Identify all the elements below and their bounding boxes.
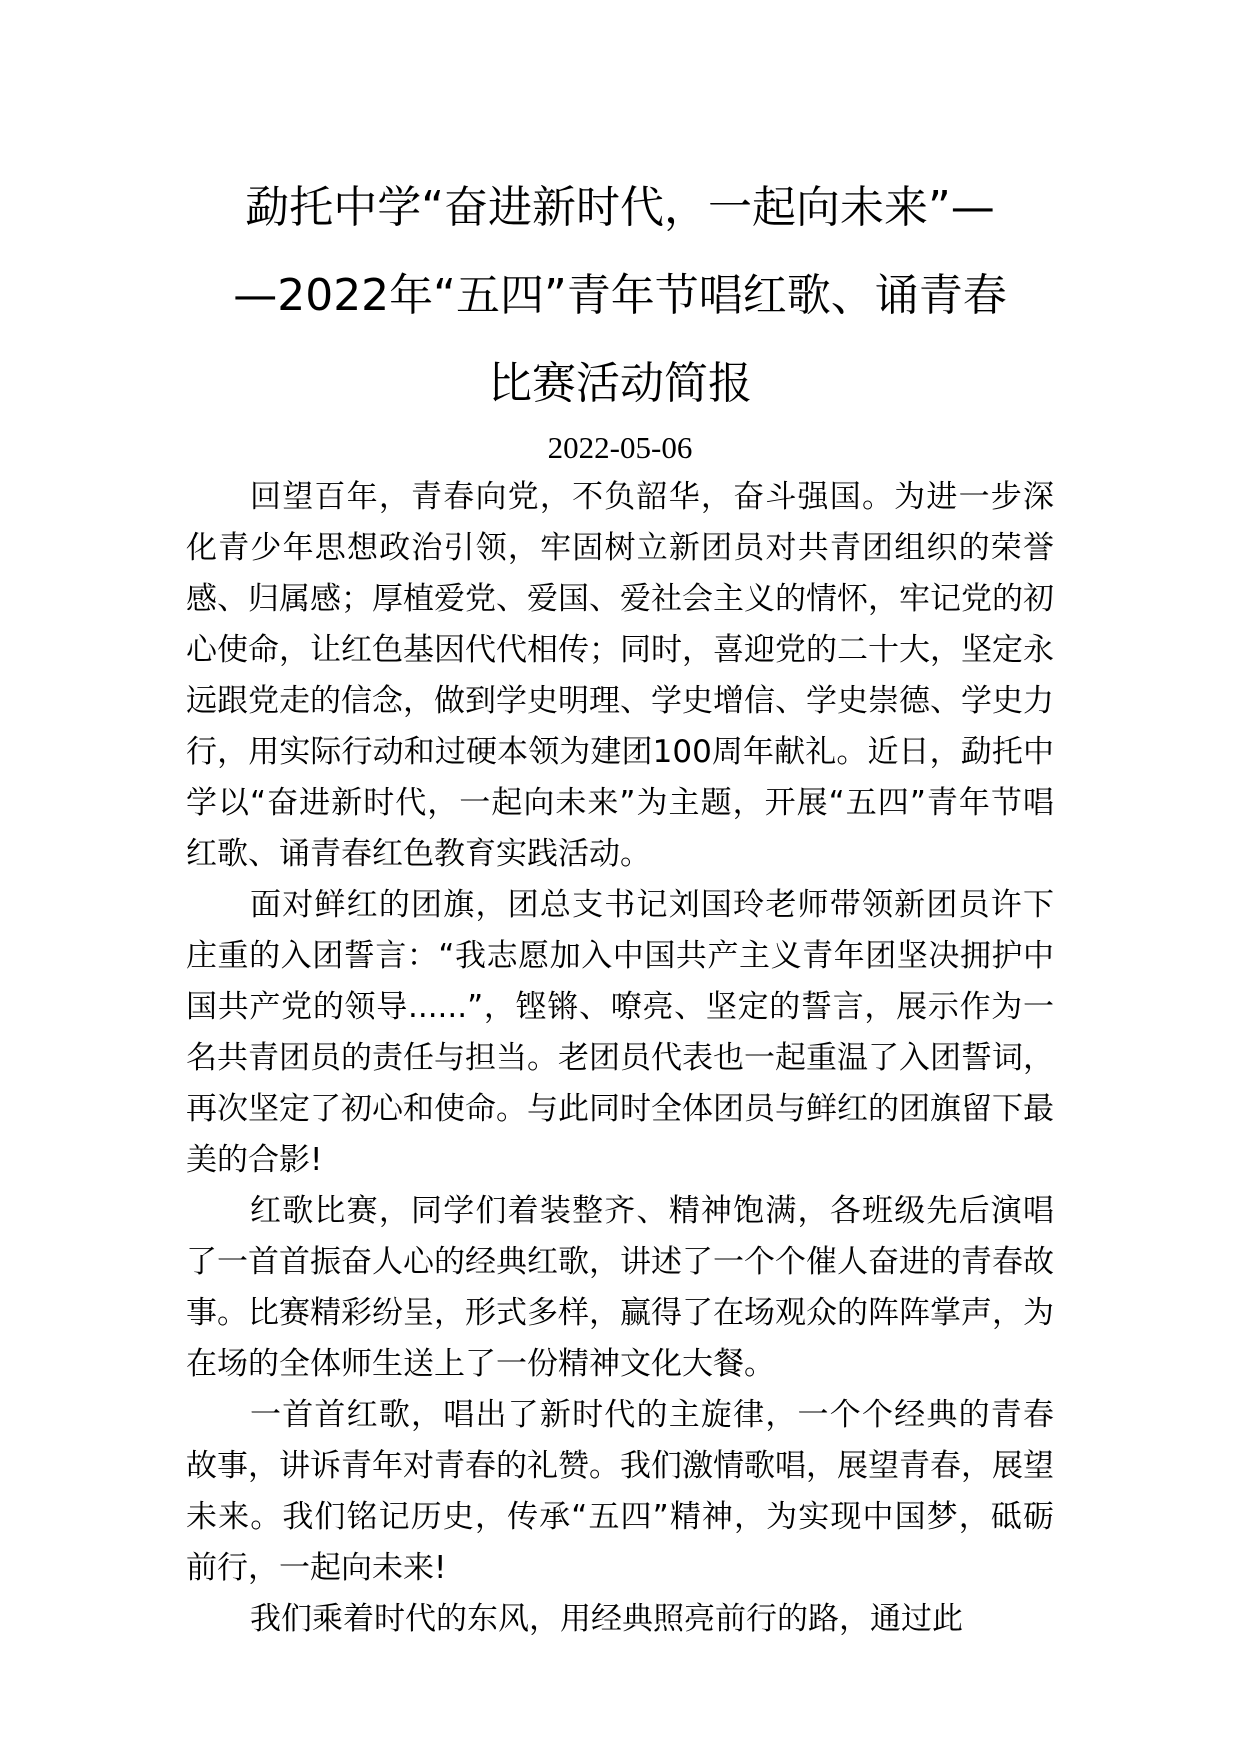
paragraph-4: 一首首红歌，唱出了新时代的主旋律，一个个经典的青春故事，讲诉青年对青春的礼赞。我们激情歌唱，展望青春，展望未来。我们铭记历史，传承“五四”精神，为实现中国梦，砥砺前行，一起向未来! (186, 1397, 1054, 1586)
title-line-3: 比赛活动简报 (488, 358, 752, 409)
title-line-1: 勐托中学“奋进新时代，一起向未来”— (245, 182, 995, 233)
title-line-2: —2022年“五四”青年节唱红歌、诵青春 (233, 270, 1007, 321)
publish-date: 2022-05-06 (547, 430, 693, 465)
article-body (186, 472, 1054, 1645)
paragraph-5: 我们乘着时代的东风，用经典照亮前行的路，通过此 (250, 1601, 963, 1637)
paragraph-2: 面对鲜红的团旗，团总支书记刘国玲老师带领新团员许下庄重的入团誓言：“我志愿加入中国共产主义青年团坚决拥护中国共产党的领导......”，铿锵、嘹亮、坚定的誓言，展示作为一名共青团员的责任与担当。老团员代表也一起重温了入团誓词，再次坚定了初心和使命。与此同时全体团员与鲜红的团旗留下最美的合影! (186, 887, 1054, 1178)
document-title (190, 164, 1050, 428)
paragraph-1: 回望百年，青春向党，不负韶华，奋斗强国。为进一步深化青少年思想政治引领，牢固树立新团员对共青团组织的荣誉感、归属感；厚植爱党、爱国、爱社会主义的情怀，牢记党的初心使命，让红色基因代代相传；同时，喜迎党的二十大，坚定永远跟党走的信念，做到学史明理、学史增信、学史崇德、学史力行，用实际行动和过硬本领为建团100周年献礼。近日，勐托中学以“奋进新时代，一起向未来”为主题，开展“五四”青年节唱红歌、诵青春红色教育实践活动。 (186, 479, 1054, 872)
paragraph-3: 红歌比赛，同学们着装整齐、精神饱满，各班级先后演唱了一首首振奋人心的经典红歌，讲述了一个个催人奋进的青春故事。比赛精彩纷呈，形式多样，赢得了在场观众的阵阵掌声，为在场的全体师生送上了一份精神文化大餐。 (186, 1193, 1054, 1382)
